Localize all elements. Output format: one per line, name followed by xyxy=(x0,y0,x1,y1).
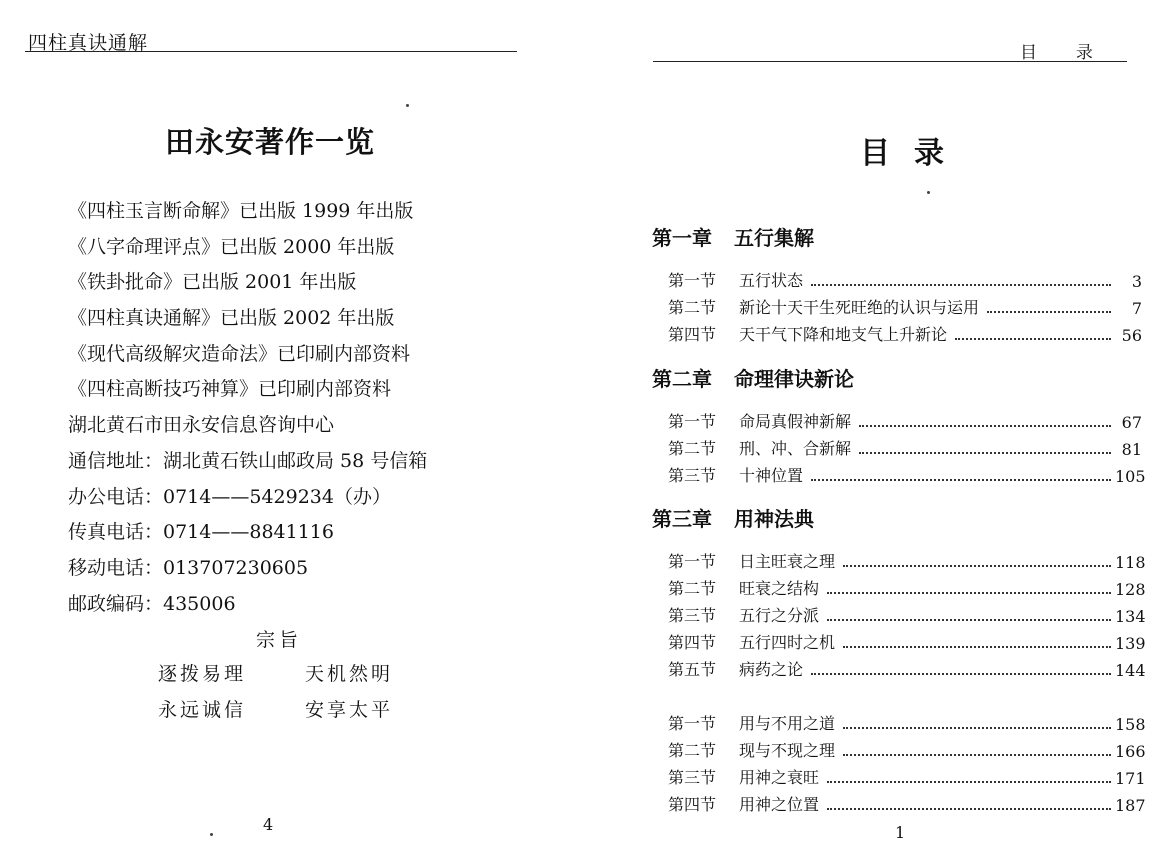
toc-entry[interactable] xyxy=(668,573,1146,599)
works-list xyxy=(68,196,427,624)
section-page: 134 xyxy=(1115,607,1146,626)
section-number: 第四节 xyxy=(668,795,717,814)
section-title: 现与不现之理 xyxy=(739,741,836,760)
contact-mobile: 移动电话：013707230605 xyxy=(68,556,309,579)
dot-leader xyxy=(827,619,1111,621)
section-title: 病药之论 xyxy=(739,660,804,679)
dot-leader xyxy=(811,284,1111,286)
header-rule-left xyxy=(25,51,517,52)
section-page: 187 xyxy=(1115,796,1146,815)
section-number: 第三节 xyxy=(668,606,717,625)
section-page: 67 xyxy=(1121,413,1142,432)
toc-entry[interactable] xyxy=(668,406,1142,432)
running-head-char: 录 xyxy=(1075,43,1093,63)
section-page: 144 xyxy=(1115,661,1146,680)
dot-leader xyxy=(827,592,1111,594)
section-page: 56 xyxy=(1121,326,1142,345)
dot-leader xyxy=(843,754,1111,756)
chapter-title: 用神法典 xyxy=(734,507,814,531)
toc-entry[interactable] xyxy=(668,265,1142,291)
motto-phrase: 安享太平 xyxy=(305,699,394,721)
section-page: 3 xyxy=(1131,272,1142,291)
section-number: 第一节 xyxy=(668,412,717,431)
toc-entry[interactable] xyxy=(668,460,1146,486)
section-page: 128 xyxy=(1115,580,1146,599)
speck-mark xyxy=(406,104,409,107)
contact-fax: 传真电话：0714——8841116 xyxy=(68,521,334,544)
section-number: 第四节 xyxy=(668,633,717,652)
works-item: 《现代高级解灾造命法》已印刷内部资料 xyxy=(68,342,411,365)
dot-leader xyxy=(843,565,1111,567)
toc-entry[interactable] xyxy=(668,433,1142,459)
toc-entry[interactable] xyxy=(668,654,1146,680)
toc-entry[interactable] xyxy=(668,708,1146,734)
section-number: 第二节 xyxy=(668,579,717,598)
page-title-toc: 目录 xyxy=(860,136,968,171)
toc-entry[interactable] xyxy=(668,735,1146,761)
toc-entry[interactable] xyxy=(668,789,1146,815)
section-page: 166 xyxy=(1115,742,1146,761)
chapter-heading xyxy=(652,363,854,392)
section-title: 用神之衰旺 xyxy=(739,768,820,787)
section-page: 171 xyxy=(1115,769,1146,788)
section-title: 新论十天干生死旺绝的认识与运用 xyxy=(739,298,980,317)
dot-leader xyxy=(811,479,1111,481)
chapter-number: 第二章 xyxy=(652,367,712,391)
motto-title: 宗旨 xyxy=(256,629,303,651)
chapter-title: 五行集解 xyxy=(734,226,814,250)
motto-phrase: 永远诚信 xyxy=(158,699,247,721)
section-title: 用与不用之道 xyxy=(739,714,836,733)
section-page: 81 xyxy=(1121,440,1142,459)
section-title: 旺衰之结构 xyxy=(739,579,820,598)
toc-entry[interactable] xyxy=(668,319,1142,345)
section-number: 第一节 xyxy=(668,714,717,733)
section-title: 命局真假神新解 xyxy=(739,412,852,431)
motto-line xyxy=(158,660,452,696)
works-item: 《四柱真诀通解》已出版 2002 年出版 xyxy=(68,307,395,330)
dot-leader xyxy=(827,808,1111,810)
motto-line xyxy=(158,696,452,732)
section-title: 十神位置 xyxy=(739,466,804,485)
dot-leader xyxy=(859,452,1111,454)
toc-entry[interactable] xyxy=(668,600,1146,626)
section-title: 用神之位置 xyxy=(739,795,820,814)
motto-phrase: 天机然明 xyxy=(305,663,394,685)
running-head-left: 四柱真诀通解 xyxy=(28,32,149,54)
chapter-title: 命理律诀新论 xyxy=(734,367,854,391)
section-page: 7 xyxy=(1131,299,1142,318)
dot-leader xyxy=(843,727,1111,729)
section-number: 第一节 xyxy=(668,552,717,571)
section-number: 第五节 xyxy=(668,660,717,679)
dot-leader xyxy=(843,646,1111,648)
section-number: 第二节 xyxy=(668,439,717,458)
page-number-right: 1 xyxy=(895,823,906,842)
section-number: 第三节 xyxy=(668,768,717,787)
section-title: 五行四时之机 xyxy=(739,633,836,652)
works-item: 《八字命理评点》已出版 2000 年出版 xyxy=(68,235,395,258)
works-item: 《四柱玉言断命解》已出版 1999 年出版 xyxy=(68,200,414,222)
contact-postcode: 邮政编码：435006 xyxy=(68,592,236,615)
section-title: 五行之分派 xyxy=(739,606,820,625)
right-page xyxy=(585,0,1170,848)
page-title-works: 田永安著作一览 xyxy=(164,125,375,159)
toc-entry[interactable] xyxy=(668,627,1146,653)
toc-entry[interactable] xyxy=(668,546,1146,572)
section-number: 第四节 xyxy=(668,325,717,344)
motto-list xyxy=(158,660,452,732)
dot-leader xyxy=(859,425,1111,427)
motto-phrase: 逐拨易理 xyxy=(158,663,247,685)
section-title: 刑、冲、合新解 xyxy=(739,439,852,458)
section-number: 第二节 xyxy=(668,741,717,760)
dot-leader xyxy=(955,338,1111,340)
section-title: 五行状态 xyxy=(739,271,804,290)
section-page: 139 xyxy=(1115,634,1146,653)
dot-leader xyxy=(827,781,1111,783)
toc-entry[interactable] xyxy=(668,762,1146,788)
chapter-number: 第三章 xyxy=(652,507,712,531)
running-head-right xyxy=(1020,38,1093,63)
section-title: 日主旺衰之理 xyxy=(739,552,836,571)
section-number: 第二节 xyxy=(668,298,717,317)
works-item: 《四柱高断技巧神算》已印刷内部资料 xyxy=(68,378,392,401)
chapter-heading xyxy=(652,222,814,251)
works-item: 《铁卦批命》已出版 2001 年出版 xyxy=(68,271,357,294)
section-number: 第三节 xyxy=(668,466,717,485)
toc-entry[interactable] xyxy=(668,292,1142,318)
section-number: 第一节 xyxy=(668,271,717,290)
dot-leader xyxy=(987,311,1111,313)
speck-mark xyxy=(210,833,213,836)
chapter-number: 第一章 xyxy=(652,226,712,250)
contact-center: 湖北黄石市田永安信息咨询中心 xyxy=(68,414,335,437)
header-rule-right xyxy=(653,61,1127,62)
section-page: 158 xyxy=(1115,715,1146,734)
section-page: 118 xyxy=(1115,553,1146,572)
section-title: 天干气下降和地支气上升新论 xyxy=(739,325,948,344)
speck-mark xyxy=(927,191,930,194)
page-number-left: 4 xyxy=(263,815,274,834)
dot-leader xyxy=(811,673,1111,675)
section-page: 105 xyxy=(1115,467,1146,486)
chapter-heading xyxy=(652,503,814,532)
running-head-char: 目 xyxy=(1020,43,1037,63)
contact-address: 通信地址：湖北黄石铁山邮政局 58 号信箱 xyxy=(68,449,428,472)
contact-office-phone: 办公电话：0714——5429234（办） xyxy=(68,485,391,508)
